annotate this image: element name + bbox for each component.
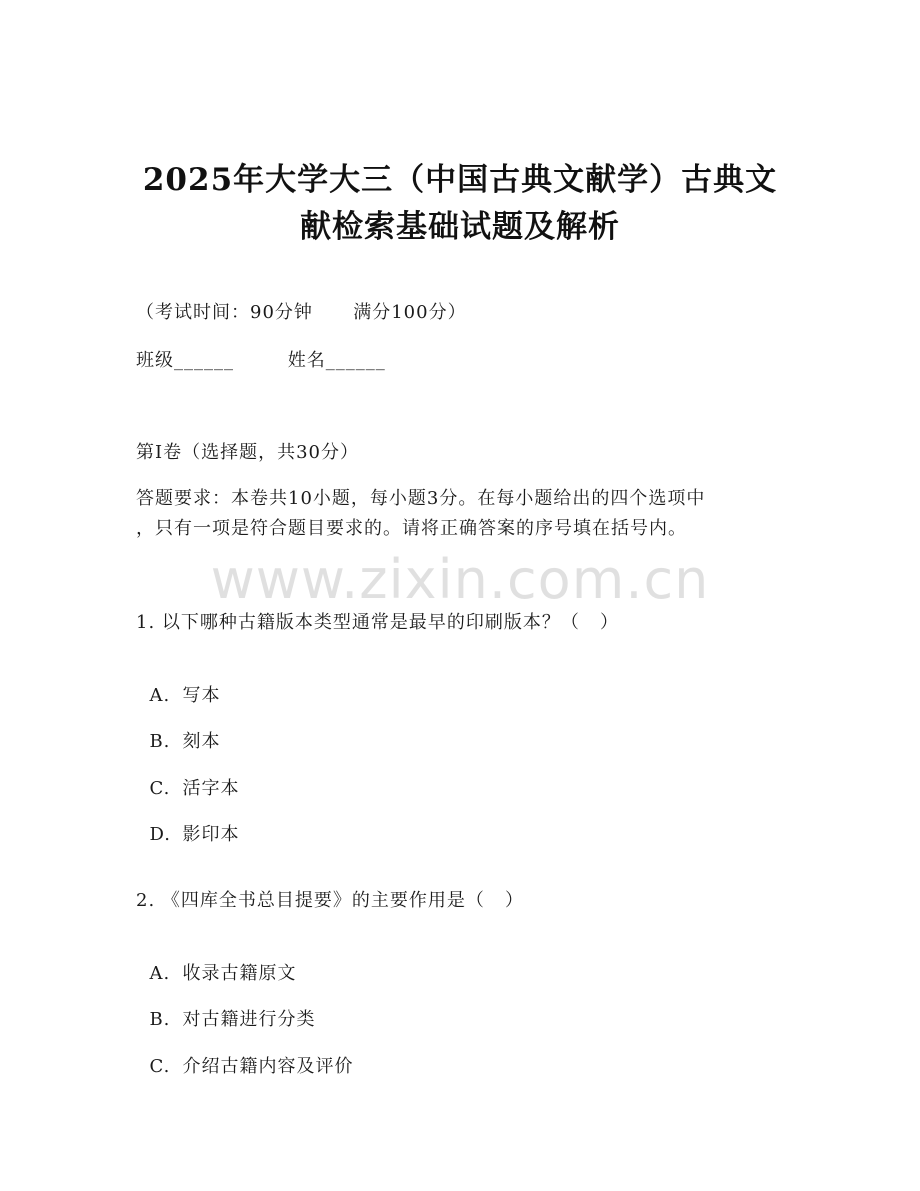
option-label: B.: [149, 731, 171, 752]
section-instructions-line-2: ，只有一项是符合题目要求的。请将正确答案的序号填在括号内。: [136, 518, 687, 539]
document-title-line-1: 2025年大学大三（中国古典文献学）古典文: [142, 162, 778, 198]
option-label: D.: [149, 824, 171, 845]
option-text: 介绍古籍内容及评价: [182, 1056, 354, 1077]
option-text: 活字本: [182, 778, 240, 799]
option-label: C.: [149, 1056, 171, 1077]
option-text: 收录古籍原文: [182, 963, 297, 984]
section-instructions-line-1: 答题要求：本卷共10小题，每小题3分。在每小题给出的四个选项中: [136, 488, 706, 509]
student-fields: 班级______ 姓名______: [136, 350, 386, 371]
document-title-line-2: 献检索基础试题及解析: [300, 209, 620, 245]
option-label: C.: [149, 778, 171, 799]
option-text: 对古籍进行分类: [182, 1009, 316, 1030]
question-1-option-b: [136, 703, 220, 755]
option-label: A.: [149, 963, 171, 984]
option-text: 影印本: [182, 824, 240, 845]
question-1-option-a: [136, 657, 220, 709]
question-2-option-c: [136, 1028, 353, 1080]
section-heading: 第I卷（选择题，共30分）: [136, 442, 360, 463]
option-text: 刻本: [182, 731, 221, 752]
option-text: 写本: [182, 685, 221, 706]
question-2-stem: 2. 《四库全书总目提要》的主要作用是（ ）: [136, 890, 525, 911]
option-label: A.: [149, 685, 171, 706]
option-label: B.: [149, 1009, 171, 1030]
question-1-option-c: [136, 750, 239, 802]
question-1-stem: 1. 以下哪种古籍版本类型通常是最早的印刷版本？（ ）: [136, 612, 620, 633]
question-2-option-b: [136, 981, 315, 1033]
watermark: www.zixin.com.cn: [210, 548, 710, 611]
question-1-option-d: [136, 796, 239, 848]
exam-info: （考试时间：90分钟 满分100分）: [136, 302, 467, 323]
question-2-option-a: [136, 935, 296, 987]
